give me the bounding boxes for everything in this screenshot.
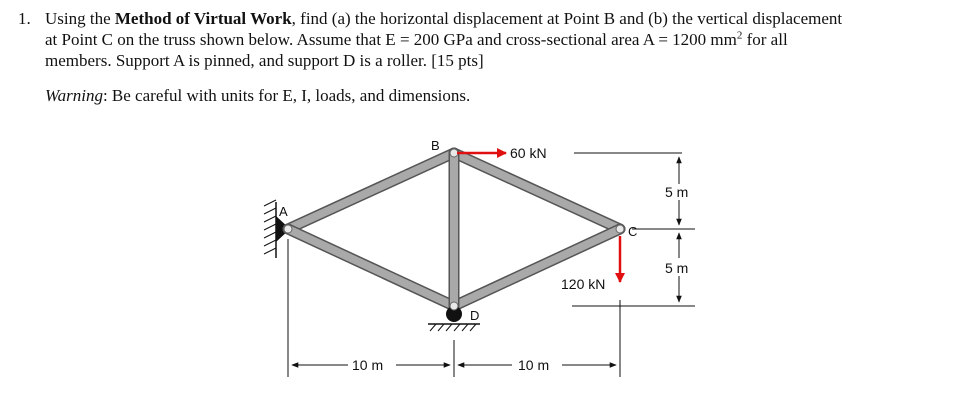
member-dc <box>454 229 620 306</box>
method-name: Method of Virtual Work <box>114 9 292 28</box>
dim-label-right-span: 10 m <box>518 357 550 373</box>
warning-label: Warning <box>45 86 103 105</box>
joint-c <box>616 225 624 233</box>
problem-text-3: members. Support A is pinned, and support D is a roller. [15 pts] <box>45 51 484 70</box>
load-label-60kn: 60 kN <box>510 145 547 161</box>
dim-label-left-span: 10 m <box>352 357 384 373</box>
node-label-b: B <box>431 138 440 153</box>
member-bc <box>454 153 620 229</box>
problem-text-1b: , find (a) the horizontal displacement at Point B and (b) the vertical displacement <box>291 9 843 28</box>
node-label-d: D <box>470 308 480 323</box>
joint-b <box>450 149 458 157</box>
superscript-2: 2 <box>736 29 743 42</box>
member-ab <box>288 153 454 229</box>
joint-a <box>284 225 292 233</box>
node-label-a: A <box>279 204 288 219</box>
problem-text-1a: Using the <box>45 9 115 28</box>
dim-label-upper-height: 5 m <box>665 184 689 200</box>
warning-text: : Be careful with units for E, I, loads, and dimensions. <box>102 86 471 105</box>
dim-label-lower-height: 5 m <box>665 260 689 276</box>
load-label-120kn: 120 kN <box>561 276 606 292</box>
member-ad <box>288 229 454 306</box>
problem-number: 1. <box>18 9 31 28</box>
problem-text-2-end: for all <box>742 30 788 49</box>
node-label-c: C <box>628 224 638 239</box>
problem-text-2: at Point C on the truss shown below. Assume that E = 200 GPa and cross-sectional area A = 1200 mm <box>45 30 737 49</box>
